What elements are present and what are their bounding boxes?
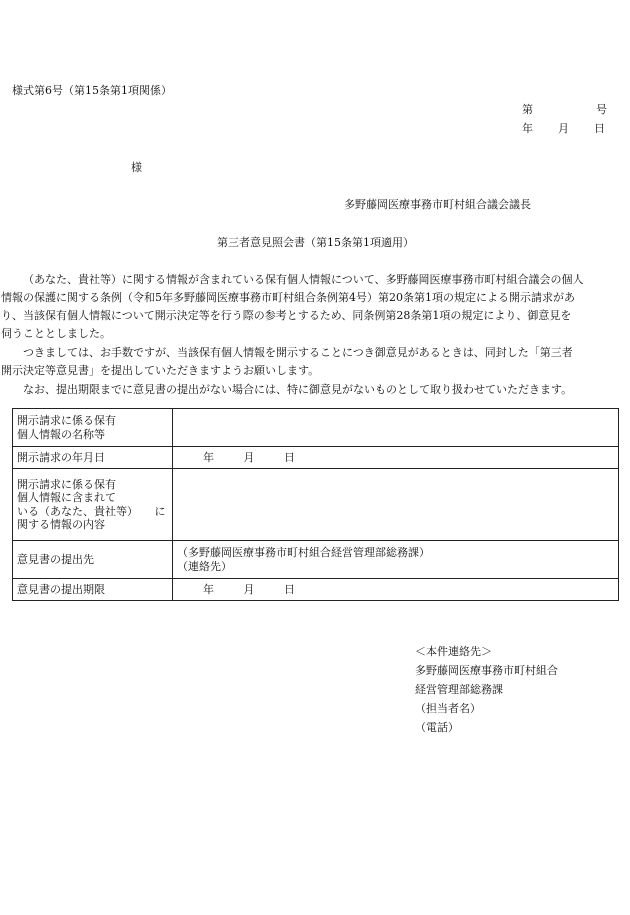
value-info-content[interactable]	[173, 469, 619, 541]
label-personal-info-name	[13, 409, 173, 447]
addressee-suffix: 様	[131, 161, 142, 174]
body-paragraph-3	[12, 381, 618, 399]
paragraph-line: 伺うこととしました。	[1, 327, 111, 340]
contact-person: （担当者名）	[415, 702, 481, 715]
value-submit-to	[173, 541, 619, 579]
year-label: 年	[203, 582, 214, 596]
form-number: 様式第6号（第15条第1項関係）	[12, 84, 172, 97]
label-deadline: 意見書の提出期限	[13, 579, 173, 601]
contact-phone: （電話）	[415, 721, 459, 734]
paragraph-line: なお、提出期限までに意見書の提出がない場合には、特に御意見がないものとして取り扱わせていただきます。	[23, 383, 573, 396]
paragraph-line: 開示決定等意見書」を提出していただきますようお願いします。	[1, 364, 320, 377]
document-number-suffix: 号	[596, 103, 607, 116]
year-label: 年	[203, 450, 214, 464]
label-line: 開示請求に係る保有	[17, 478, 116, 492]
label-line: 個人情報の名称等	[17, 427, 105, 441]
date-year: 年	[522, 122, 533, 135]
contact-department: 経営管理部総務課	[415, 683, 503, 696]
label-line: いる（あなた、貴社等） に	[17, 504, 166, 518]
paragraph-line: （あなた、貴社等）に関する情報が含まれている保有個人情報について、多野藤岡医療事務市町村組合議会の個人	[23, 273, 584, 286]
label-info-content	[13, 469, 173, 541]
date-month: 月	[558, 122, 569, 135]
body-paragraph-1	[1, 271, 618, 343]
sender: 多野藤岡医療事務市町村組合議会議長	[344, 198, 531, 211]
value-deadline[interactable]	[173, 579, 619, 601]
contact-heading: ＜本件連絡先＞	[415, 645, 492, 658]
contact-block	[415, 642, 558, 737]
day-label: 日	[284, 450, 295, 464]
body-paragraph-2	[1, 344, 618, 380]
submit-to-contact: （連絡先）	[177, 559, 232, 573]
value-request-date[interactable]	[173, 447, 619, 469]
submit-to-department: （多野藤岡医療事務市町村組合経営管理部総務課）	[177, 546, 430, 560]
document-number-prefix: 第	[522, 103, 533, 116]
month-label: 月	[243, 582, 255, 596]
table-row-content	[13, 469, 619, 541]
label-line: 開示請求に係る保有	[17, 414, 116, 428]
paragraph-line: り、当該保有個人情報について開示決定等を行う際の参考とするため、同条例第28条第1項の規定により、御意見を	[1, 309, 572, 322]
table-row-deadline	[13, 579, 619, 601]
month-label: 月	[243, 450, 255, 464]
date-day: 日	[594, 122, 605, 135]
info-table	[12, 408, 619, 601]
paragraph-line: つきましては、お手数ですが、当該保有個人情報を開示することにつき御意見があるときは、同封した「第三者	[23, 346, 573, 359]
table-row-request-date	[13, 447, 619, 469]
document-title: 第三者意見照会書（第15条第1項適用）	[217, 236, 414, 249]
label-line: 個人情報に含まれて	[17, 491, 116, 505]
value-personal-info-name[interactable]	[173, 409, 619, 447]
label-line: 関する情報の内容	[17, 517, 105, 531]
paragraph-line: 情報の保護に関する条例（令和5年多野藤岡医療事務市町村組合条例第4号）第20条第1項の規定による開示請求があ	[1, 291, 575, 304]
contact-organization: 多野藤岡医療事務市町村組合	[415, 664, 558, 677]
table-row-submit-to	[13, 541, 619, 579]
table-row-subject	[13, 409, 619, 447]
day-label: 日	[284, 582, 295, 596]
label-submit-to: 意見書の提出先	[13, 541, 173, 579]
label-request-date: 開示請求の年月日	[13, 447, 173, 469]
